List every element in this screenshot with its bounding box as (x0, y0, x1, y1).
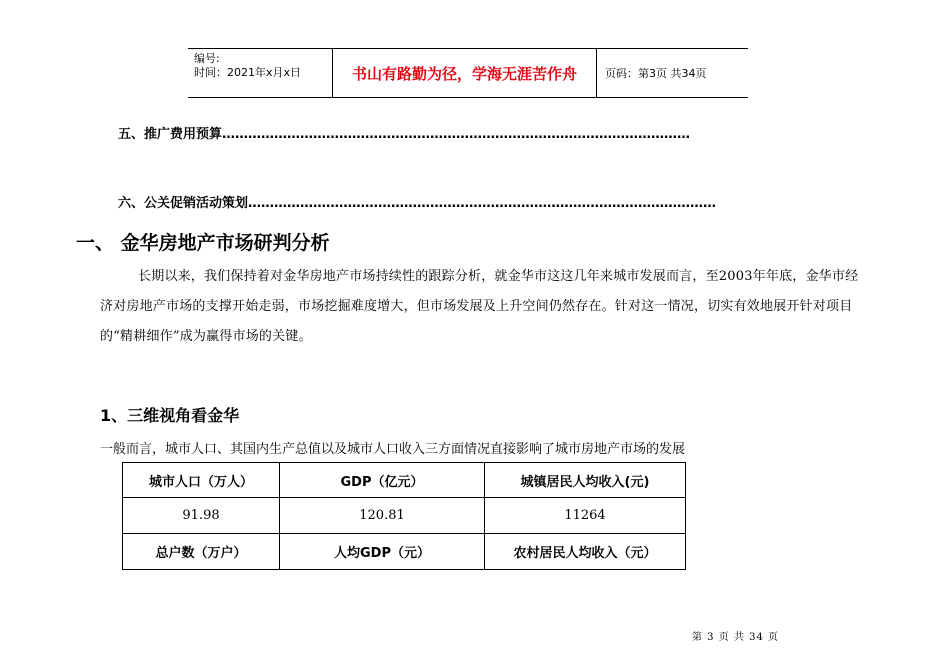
toc-entry[interactable] (118, 123, 783, 142)
toc-leader: ……………………………………………………………………………………………… (248, 196, 717, 211)
subsection-heading: 1、三维视角看金华 (100, 406, 240, 425)
table-row (123, 534, 686, 570)
intro-text: 一般而言，城市人口、其国内生产总值以及城市人口收入三方面情况直接影响了城市房地产市场的发展 (100, 442, 686, 457)
toc-entry[interactable] (118, 192, 790, 211)
toc-label: 五、推广费用预算 (118, 127, 223, 142)
table-label-cell: 总户数（万户） (123, 534, 280, 570)
statistics-table (122, 462, 686, 570)
section-heading: 一、 金华房地产市场研判分析 (76, 232, 330, 254)
header-page-code: 页码：第3页 共34页 (605, 67, 707, 80)
table-cell: 91.98 (123, 498, 280, 534)
table-label-cell: 农村居民人均收入（元） (485, 534, 686, 570)
table-cell: 120.81 (280, 498, 485, 534)
page-footer: 第 3 页 共 34 页 (692, 632, 779, 643)
table-header-cell: GDP（亿元） (280, 463, 485, 498)
time-label: 时间：2021年x月x日 (194, 66, 302, 79)
table-header-row (123, 463, 686, 498)
body-paragraph: 长期以来，我们保持着对金华房地产市场持续性的跟踪分析，就金华市这这几年来城市发展而言，至2003年年底，金华市经济对房地产市场的支撑开始走弱，市场挖掘难度增大，但市场发展及上升空间仍然存在。针对这一情况，切实有效地展开针对项目的“精耕细作”成为赢得市场的关键。 (100, 269, 859, 344)
table-label-cell: 人均GDP（元） (280, 534, 485, 570)
table-header-cell: 城镇居民人均收入(元) (485, 463, 686, 498)
toc-leader: ……………………………………………………………………………………………… (222, 127, 691, 142)
table-cell: 11264 (485, 498, 686, 534)
table-row (123, 498, 686, 534)
toc-label: 六、公关促销活动策划 (118, 196, 249, 211)
header-motto: 书山有路勤为径，学海无涯苦作舟 (333, 49, 597, 97)
number-label: 编号: (194, 52, 220, 65)
table-header-cell: 城市人口（万人） (123, 463, 280, 498)
header-meta (188, 49, 333, 97)
page-header (188, 48, 748, 98)
